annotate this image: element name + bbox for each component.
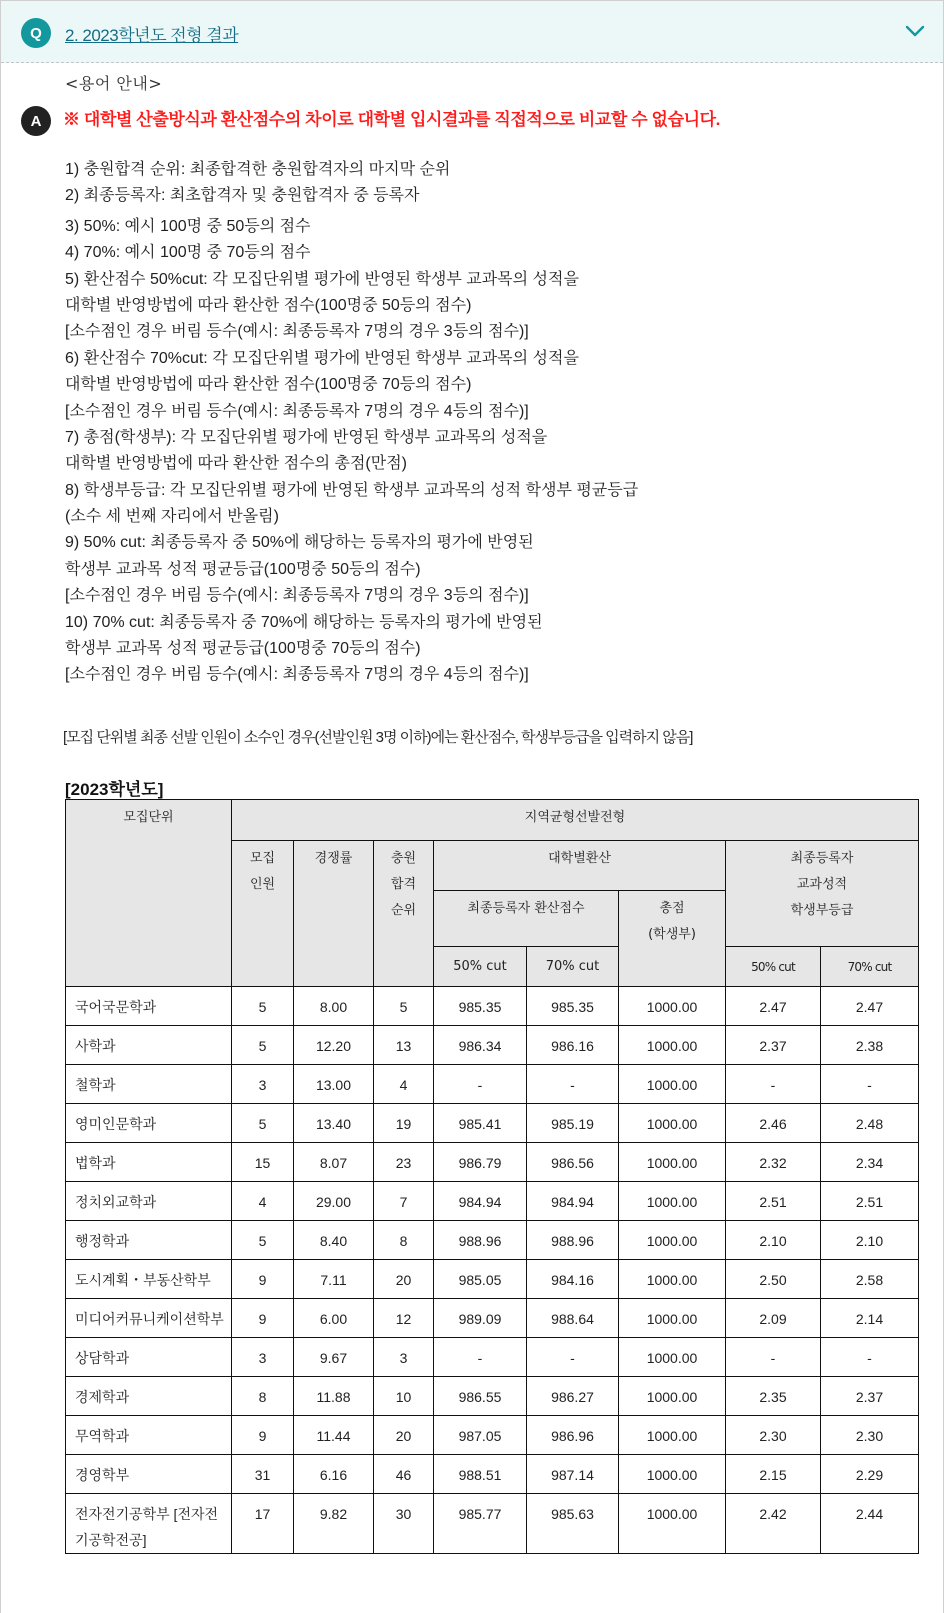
cell-unit: 무역학과: [66, 1416, 232, 1455]
term-list: [65, 157, 638, 689]
cell-quota: 3: [232, 1065, 294, 1104]
cell-conv-cut50: 988.51: [434, 1455, 527, 1494]
header-total-l1: 총점: [659, 901, 685, 916]
cell-total: 1000.00: [619, 1065, 726, 1104]
header-total: [619, 891, 726, 987]
cell-quota: 9: [232, 1416, 294, 1455]
guide-title: <용어 안내>: [65, 74, 163, 93]
cell-conv-cut50: 984.94: [434, 1182, 527, 1221]
header-quota-l1: 모집: [249, 851, 276, 866]
cell-competition: 7.11: [294, 1260, 374, 1299]
cell-grade-cut70: 2.44: [821, 1494, 919, 1554]
cell-total: 1000.00: [619, 987, 726, 1026]
cell-total: 1000.00: [619, 1455, 726, 1494]
cell-conv-cut70: 988.96: [527, 1221, 619, 1260]
table-row: [66, 1416, 919, 1455]
table-row: [66, 1104, 919, 1143]
cell-quota: 8: [232, 1377, 294, 1416]
header-waitlist: [374, 841, 434, 987]
header-waitlist-l2: 합격: [390, 877, 417, 892]
header-quota: [232, 841, 294, 987]
cell-conv-cut70: 987.14: [527, 1455, 619, 1494]
header-unit: 모집단위: [66, 800, 232, 987]
cell-conv-cut50: 985.05: [434, 1260, 527, 1299]
cell-total: 1000.00: [619, 1299, 726, 1338]
cell-quota: 3: [232, 1338, 294, 1377]
cell-total: 1000.00: [619, 1221, 726, 1260]
cell-unit: 법학과: [66, 1143, 232, 1182]
cell-conv-cut50: 986.55: [434, 1377, 527, 1416]
cell-conv-cut70: 984.16: [527, 1260, 619, 1299]
cell-grade-cut70: 2.29: [821, 1455, 919, 1494]
table-body: [66, 987, 919, 1554]
term-line: 6) 환산점수 70%cut: 각 모집단위별 평가에 반영된 학생부 교과목의 성적을: [65, 349, 579, 367]
cell-waitlist: 4: [374, 1065, 434, 1104]
cell-competition: 6.16: [294, 1455, 374, 1494]
header-competition: 경쟁률: [294, 841, 374, 987]
table-row: [66, 1494, 919, 1554]
header-conv-score: 최종등록자 환산점수: [434, 891, 619, 947]
header-final-registrant-grade: [726, 841, 919, 947]
cell-unit: 영미인문학과: [66, 1104, 232, 1143]
cell-unit: 경제학과: [66, 1377, 232, 1416]
header-univ-conversion: 대학별환산: [434, 841, 726, 891]
cell-conv-cut70: 985.63: [527, 1494, 619, 1554]
header-grade-cut50: 50% cut: [726, 947, 821, 987]
cell-grade-cut50: 2.30: [726, 1416, 821, 1455]
cell-conv-cut50: 987.05: [434, 1416, 527, 1455]
cell-total: 1000.00: [619, 1026, 726, 1065]
cell-grade-cut70: 2.58: [821, 1260, 919, 1299]
cell-unit: 전자전기공학부 [전자전기공학전공]: [66, 1494, 232, 1554]
header-final-reg-l2: 교과성적: [796, 877, 848, 892]
cell-conv-cut70: 985.35: [527, 987, 619, 1026]
cell-unit: 경영학부: [66, 1455, 232, 1494]
cell-conv-cut50: 988.96: [434, 1221, 527, 1260]
cell-waitlist: 46: [374, 1455, 434, 1494]
table-row: [66, 1065, 919, 1104]
cell-conv-cut50: 985.41: [434, 1104, 527, 1143]
cell-conv-cut70: 986.96: [527, 1416, 619, 1455]
cell-grade-cut50: -: [726, 1338, 821, 1377]
header-waitlist-l3: 순위: [390, 903, 417, 918]
term-line: 7) 총점(학생부): 각 모집단위별 평가에 반영된 학생부 교과목의 성적을: [65, 428, 548, 446]
table-row: [66, 1455, 919, 1494]
header-quota-l2: 인원: [249, 877, 276, 892]
cell-quota: 4: [232, 1182, 294, 1221]
cell-conv-cut50: -: [434, 1065, 527, 1104]
cell-competition: 8.40: [294, 1221, 374, 1260]
term-line: 5) 환산점수 50%cut: 각 모집단위별 평가에 반영된 학생부 교과목의 성적을: [65, 270, 579, 288]
cell-quota: 17: [232, 1494, 294, 1554]
term-line: 4) 70%: 예시 100명 중 70등의 점수: [65, 244, 311, 262]
cell-competition: 9.67: [294, 1338, 374, 1377]
cell-total: 1000.00: [619, 1182, 726, 1221]
cell-grade-cut50: 2.35: [726, 1377, 821, 1416]
cell-waitlist: 30: [374, 1494, 434, 1554]
cell-conv-cut50: 986.79: [434, 1143, 527, 1182]
term-line: 10) 70% cut: 최종등록자 중 70%에 해당하는 등록자의 평가에 반영된: [65, 613, 543, 631]
cell-unit: 미디어커뮤니케이션학부: [66, 1299, 232, 1338]
cell-grade-cut50: 2.10: [726, 1221, 821, 1260]
cell-unit: 사학과: [66, 1026, 232, 1065]
cell-grade-cut70: 2.47: [821, 987, 919, 1026]
cell-grade-cut50: 2.09: [726, 1299, 821, 1338]
cell-grade-cut70: 2.34: [821, 1143, 919, 1182]
cell-unit: 행정학과: [66, 1221, 232, 1260]
term-line: 8) 학생부등급: 각 모집단위별 평가에 반영된 학생부 교과목의 성적 학생부 평균등급: [65, 481, 639, 499]
table-row: [66, 1299, 919, 1338]
cell-total: 1000.00: [619, 1377, 726, 1416]
cell-grade-cut70: 2.37: [821, 1377, 919, 1416]
cell-competition: 8.07: [294, 1143, 374, 1182]
question-header[interactable]: [1, 1, 943, 63]
header-final-reg-l3: 학생부등급: [790, 903, 854, 918]
chevron-down-icon[interactable]: [905, 23, 925, 39]
cell-unit: 국어국문학과: [66, 987, 232, 1026]
term-line: 학생부 교과목 성적 평균등급(100명중 50등의 점수): [65, 560, 421, 578]
table-row: [66, 1143, 919, 1182]
cell-waitlist: 23: [374, 1143, 434, 1182]
cell-competition: 12.20: [294, 1026, 374, 1065]
table-row: [66, 1377, 919, 1416]
cell-waitlist: 8: [374, 1221, 434, 1260]
cell-waitlist: 7: [374, 1182, 434, 1221]
term-line: (소수 세 번째 자리에서 반올림): [65, 508, 279, 526]
table-row: [66, 1260, 919, 1299]
year-heading: [2023학년도]: [65, 780, 164, 799]
cell-waitlist: 20: [374, 1260, 434, 1299]
header-final-reg-l1: 최종등록자: [790, 851, 854, 866]
cell-waitlist: 12: [374, 1299, 434, 1338]
cell-total: 1000.00: [619, 1260, 726, 1299]
cell-quota: 5: [232, 1221, 294, 1260]
cell-quota: 15: [232, 1143, 294, 1182]
table-row: [66, 1026, 919, 1065]
cell-conv-cut50: 985.35: [434, 987, 527, 1026]
cell-grade-cut50: 2.51: [726, 1182, 821, 1221]
header-conv-cut50: 50% cut: [434, 947, 527, 987]
cell-competition: 11.44: [294, 1416, 374, 1455]
cell-conv-cut70: 988.64: [527, 1299, 619, 1338]
term-line: 2) 최종등록자: 최초합격자 및 충원합격자 중 등록자: [65, 187, 420, 205]
term-line: 3) 50%: 예시 100명 중 50등의 점수: [65, 217, 311, 235]
cell-competition: 11.88: [294, 1377, 374, 1416]
answer-badge: A: [21, 106, 51, 136]
cell-unit: 정치외교학과: [66, 1182, 232, 1221]
cell-grade-cut50: 2.32: [726, 1143, 821, 1182]
cell-total: 1000.00: [619, 1104, 726, 1143]
cell-competition: 9.82: [294, 1494, 374, 1554]
cell-competition: 29.00: [294, 1182, 374, 1221]
cell-conv-cut50: -: [434, 1338, 527, 1377]
term-line: [소수점인 경우 버림 등수(예시: 최종등록자 7명의 경우 3등의 점수)]: [65, 587, 529, 605]
cell-quota: 9: [232, 1299, 294, 1338]
header-conv-cut70: 70% cut: [527, 947, 619, 987]
question-badge: Q: [21, 18, 51, 48]
table-row: [66, 987, 919, 1026]
cell-waitlist: 13: [374, 1026, 434, 1065]
header-total-l2: (학생부): [648, 927, 696, 942]
cell-conv-cut70: 984.94: [527, 1182, 619, 1221]
header-waitlist-l1: 충원: [390, 851, 417, 866]
cell-total: 1000.00: [619, 1494, 726, 1554]
cell-grade-cut50: 2.42: [726, 1494, 821, 1554]
selection-note: [모집 단위별 최종 선발 인원이 소수인 경우(선발인원 3명 이하)에는 환산점수, 학생부등급을 입력하지 않음]: [63, 729, 693, 746]
cell-conv-cut50: 986.34: [434, 1026, 527, 1065]
cell-unit: 철학과: [66, 1065, 232, 1104]
cell-grade-cut70: 2.51: [821, 1182, 919, 1221]
term-line: 학생부 교과목 성적 평균등급(100명중 70등의 점수): [65, 640, 421, 658]
cell-waitlist: 20: [374, 1416, 434, 1455]
cell-quota: 5: [232, 987, 294, 1026]
cell-conv-cut70: 985.19: [527, 1104, 619, 1143]
cell-grade-cut70: 2.14: [821, 1299, 919, 1338]
table-row: [66, 1182, 919, 1221]
cell-conv-cut70: 986.27: [527, 1377, 619, 1416]
cell-conv-cut70: -: [527, 1065, 619, 1104]
term-line: [소수점인 경우 버림 등수(예시: 최종등록자 7명의 경우 4등의 점수)]: [65, 402, 529, 420]
cell-conv-cut70: 986.56: [527, 1143, 619, 1182]
header-grade-cut70: 70% cut: [821, 947, 919, 987]
cell-conv-cut50: 985.77: [434, 1494, 527, 1554]
term-line: 대학별 반영방법에 따라 환산한 점수(100명중 50등의 점수): [65, 296, 472, 314]
cell-total: 1000.00: [619, 1338, 726, 1377]
term-line: 1) 충원합격 순위: 최종합격한 충원합격자의 마지막 순위: [65, 161, 451, 178]
cell-waitlist: 5: [374, 987, 434, 1026]
term-line: 대학별 반영방법에 따라 환산한 점수의 총점(만점): [65, 455, 408, 473]
term-line: [소수점인 경우 버림 등수(예시: 최종등록자 7명의 경우 3등의 점수)]: [65, 323, 529, 341]
term-line: 대학별 반영방법에 따라 환산한 점수(100명중 70등의 점수): [65, 376, 472, 394]
cell-total: 1000.00: [619, 1143, 726, 1182]
question-title-link[interactable]: 2. 2023학년도 전형 결과: [65, 26, 239, 45]
cell-grade-cut70: -: [821, 1065, 919, 1104]
header-track: 지역균형선발전형: [232, 800, 919, 841]
cell-conv-cut70: -: [527, 1338, 619, 1377]
cell-grade-cut50: -: [726, 1065, 821, 1104]
cell-quota: 31: [232, 1455, 294, 1494]
admission-results-table: [65, 799, 919, 1554]
warning-text: ※ 대학별 산출방식과 환산점수의 차이로 대학별 입시결과를 직접적으로 비교할 수 없습니다.: [63, 110, 720, 129]
cell-grade-cut50: 2.37: [726, 1026, 821, 1065]
cell-grade-cut70: 2.30: [821, 1416, 919, 1455]
cell-grade-cut50: 2.47: [726, 987, 821, 1026]
cell-conv-cut70: 986.16: [527, 1026, 619, 1065]
cell-unit: 상담학과: [66, 1338, 232, 1377]
cell-grade-cut70: 2.10: [821, 1221, 919, 1260]
cell-competition: 8.00: [294, 987, 374, 1026]
table-row: [66, 1221, 919, 1260]
cell-quota: 5: [232, 1026, 294, 1065]
cell-waitlist: 10: [374, 1377, 434, 1416]
cell-grade-cut70: 2.38: [821, 1026, 919, 1065]
cell-grade-cut50: 2.15: [726, 1455, 821, 1494]
cell-grade-cut70: -: [821, 1338, 919, 1377]
term-line: [소수점인 경우 버림 등수(예시: 최종등록자 7명의 경우 4등의 점수)]: [65, 666, 529, 684]
cell-total: 1000.00: [619, 1416, 726, 1455]
cell-competition: 13.40: [294, 1104, 374, 1143]
cell-waitlist: 3: [374, 1338, 434, 1377]
cell-quota: 9: [232, 1260, 294, 1299]
cell-quota: 5: [232, 1104, 294, 1143]
table-row: [66, 1338, 919, 1377]
cell-waitlist: 19: [374, 1104, 434, 1143]
cell-conv-cut50: 989.09: [434, 1299, 527, 1338]
cell-grade-cut50: 2.46: [726, 1104, 821, 1143]
cell-competition: 6.00: [294, 1299, 374, 1338]
term-line: 9) 50% cut: 최종등록자 중 50%에 해당하는 등록자의 평가에 반영된: [65, 534, 534, 552]
cell-grade-cut70: 2.48: [821, 1104, 919, 1143]
cell-competition: 13.00: [294, 1065, 374, 1104]
cell-grade-cut50: 2.50: [726, 1260, 821, 1299]
cell-unit: 도시계획・부동산학부: [66, 1260, 232, 1299]
